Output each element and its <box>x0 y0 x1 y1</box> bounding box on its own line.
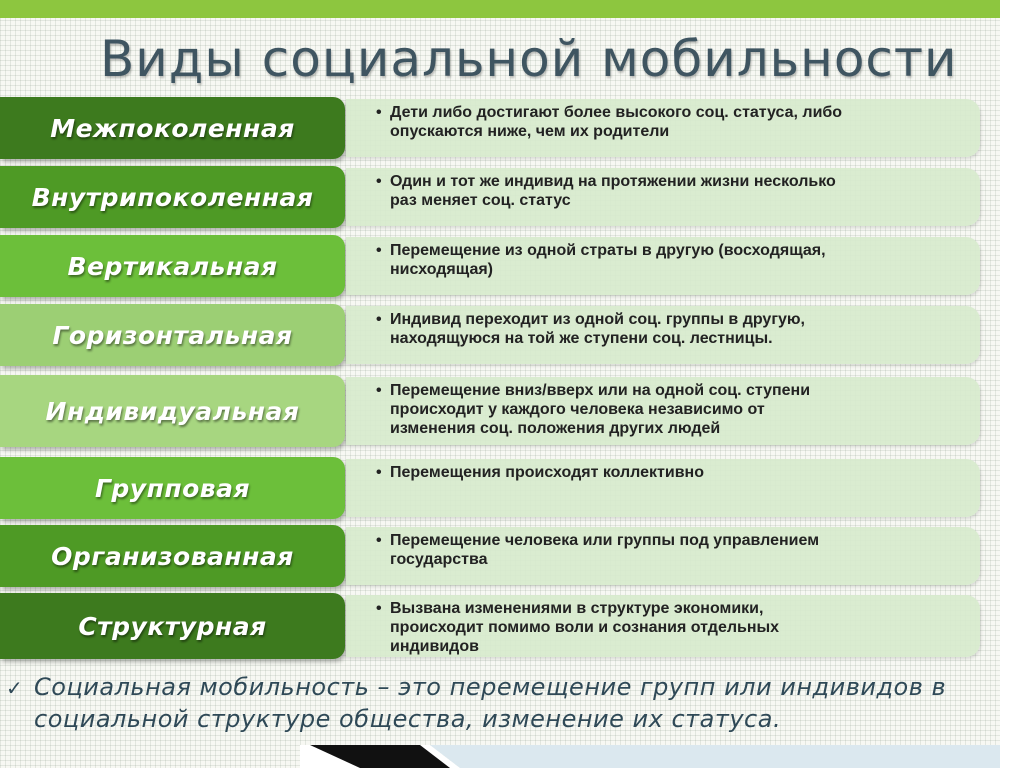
type-label-box <box>0 235 345 297</box>
type-label-box <box>0 166 345 228</box>
list-item <box>0 375 1000 447</box>
type-label: Групповая <box>94 473 251 503</box>
type-label-box <box>0 97 345 159</box>
list-item <box>0 166 1000 228</box>
bullet-marker: • <box>376 464 382 481</box>
list-item <box>0 525 1000 587</box>
list-item <box>0 457 1000 519</box>
bullet-marker: • <box>376 104 382 121</box>
type-label: Индивидуальная <box>45 396 300 426</box>
list-item <box>0 235 1000 297</box>
bullet-marker: • <box>376 173 382 190</box>
check-icon: ✓ <box>6 676 23 700</box>
type-label-box <box>0 525 345 587</box>
type-label-box <box>0 593 345 659</box>
type-description: Перемещение из одной страты в другую (восходящая, нисходящая) <box>390 242 826 278</box>
type-label-box <box>0 304 345 366</box>
type-description: Перемещения происходят коллективно <box>390 464 704 481</box>
top-accent-bar <box>0 0 1000 18</box>
list-item <box>0 593 1000 659</box>
list-item <box>0 304 1000 366</box>
type-label: Структурная <box>78 611 267 641</box>
type-description: Индивид переходит из одной соц. группы в другую, находящуюся на той же ступени соц. лестницы. <box>390 311 805 347</box>
type-label-box <box>0 457 345 519</box>
bullet-marker: • <box>376 311 382 328</box>
type-description: Перемещение вниз/вверх или на одной соц. ступени происходит у каждого человека независимо от изменения соц. положения других людей <box>390 382 811 437</box>
type-description: Один и тот же индивид на протяжении жизни несколько раз меняет соц. статус <box>390 173 836 209</box>
type-label: Горизонтальная <box>52 320 293 350</box>
right-margin <box>1000 0 1024 768</box>
type-label: Вертикальная <box>67 251 278 281</box>
page-title: Виды социальной мобильности <box>100 30 958 88</box>
bullet-marker: • <box>376 382 382 399</box>
bullet-marker: • <box>376 532 382 549</box>
list-item <box>0 97 1000 159</box>
type-description: Дети либо достигают более высокого соц. статуса, либо опускаются ниже, чем их родители <box>390 104 843 140</box>
type-description: Перемещение человека или группы под управлением государства <box>390 532 820 568</box>
bullet-marker: • <box>376 600 382 617</box>
definition-line: социальной структуре общества, изменение их статуса. <box>34 705 782 733</box>
type-label-box <box>0 375 345 447</box>
type-description: Вызвана изменениями в структуре экономики, происходит помимо воли и сознания отдельных индивидов <box>390 600 780 655</box>
bottom-ribbon-decoration <box>300 745 1000 768</box>
type-label: Организованная <box>51 541 294 571</box>
bullet-marker: • <box>376 242 382 259</box>
type-label: Внутрипоколенная <box>31 182 314 212</box>
type-label: Межпоколенная <box>50 113 295 143</box>
definition-line: Социальная мобильность – это перемещение групп или индивидов в <box>34 673 947 701</box>
